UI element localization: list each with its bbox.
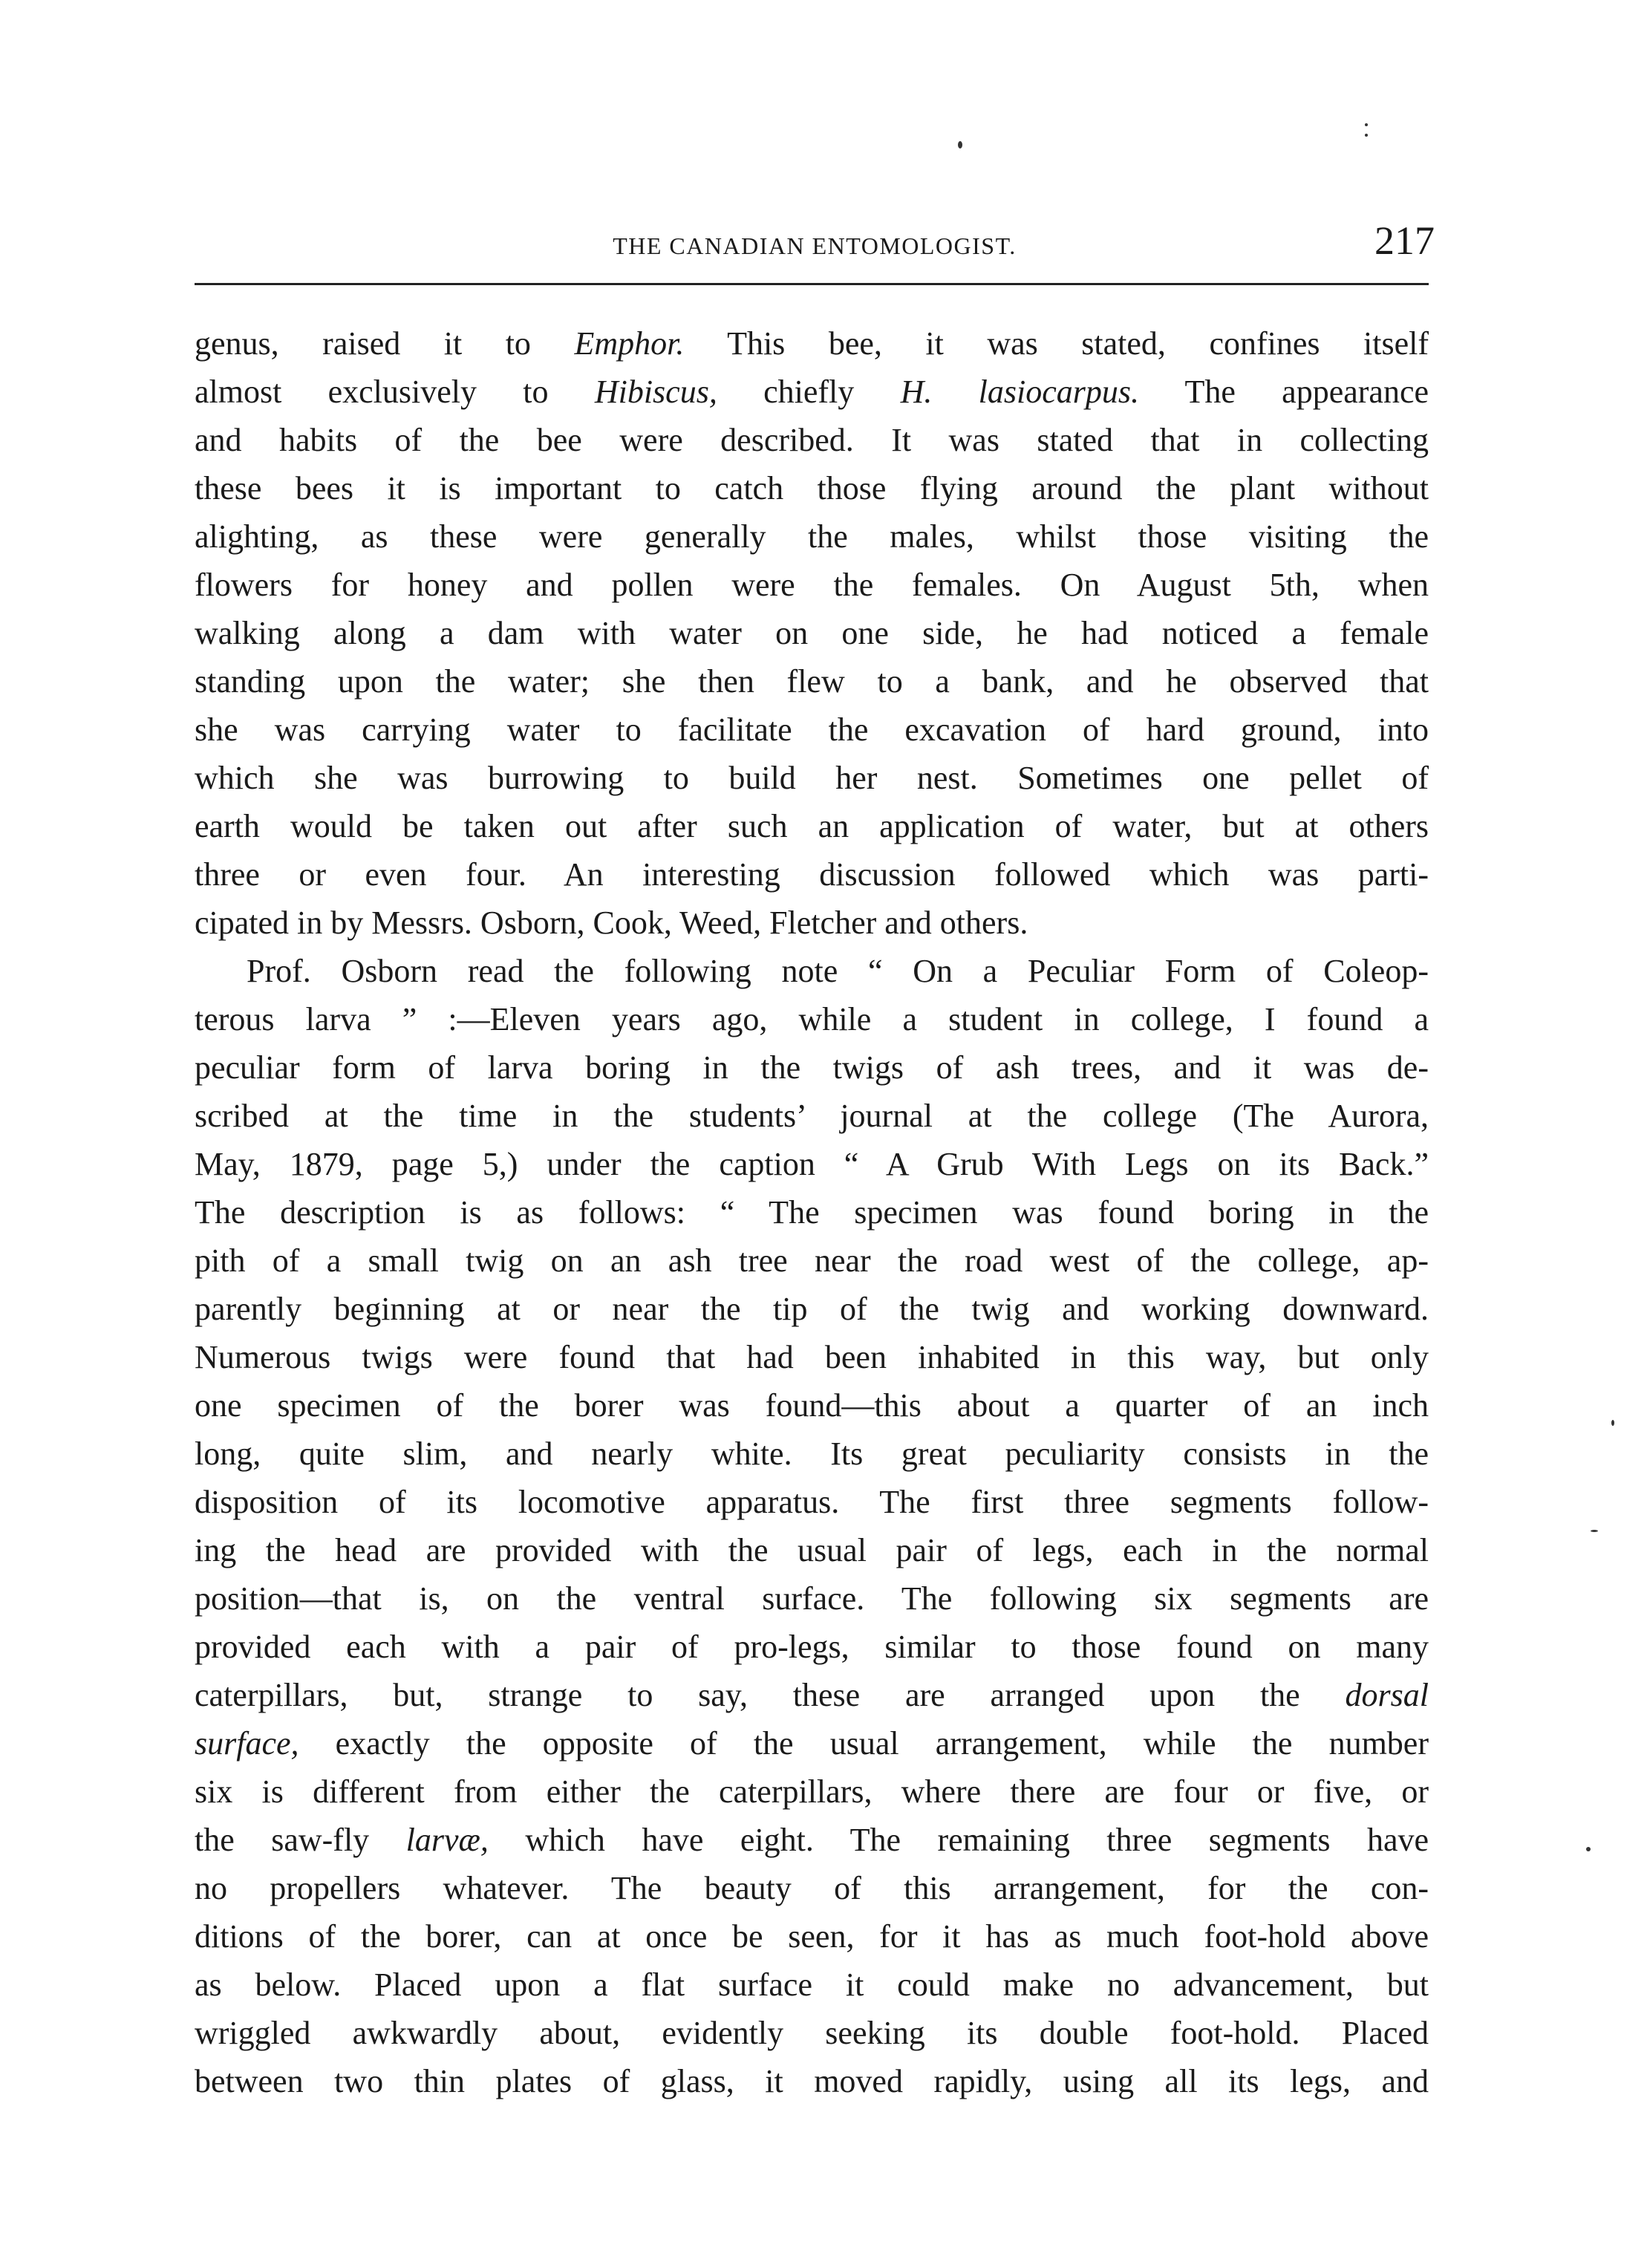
text-line: The description is as follows: “ The specimen was found boring in the [195, 1194, 1429, 1231]
page-header [195, 212, 1435, 271]
text-line: which she was burrowing to build her nest. Sometimes one pellet of [195, 760, 1429, 796]
text-line: one specimen of the borer was found—this about a quarter of an inch [195, 1387, 1429, 1424]
text-line: terous larva ” :—Eleven years ago, while a student in college, I found a [195, 1001, 1429, 1037]
text-line: provided each with a pair of pro-legs, similar to those found on many [195, 1629, 1429, 1665]
text-line: almost exclusively to Hibiscus, chiefly H. lasiocarpus. The appearance [195, 374, 1429, 410]
text-line: ditions of the borer, can at once be seen, for it has as much foot-hold above [195, 1918, 1429, 1955]
text-line: surface, exactly the opposite of the usual arrangement, while the number [195, 1725, 1429, 1762]
text-line: ing the head are provided with the usual pair of legs, each in the normal [195, 1532, 1429, 1568]
text-line: peculiar form of larva boring in the twigs of ash trees, and it was de- [195, 1049, 1429, 1086]
text-line: flowers for honey and pollen were the females. On August 5th, when [195, 567, 1429, 603]
text-line: genus, raised it to Emphor. This bee, it was stated, confines itself [195, 325, 1429, 362]
text-line: the saw-fly larvæ, which have eight. The remaining three segments have [195, 1822, 1429, 1858]
paragraph-end-line: cipated in by Messrs. Osborn, Cook, Weed, Fletcher and others. [195, 905, 1028, 941]
text-line: position—that is, on the ventral surface. The following six segments are [195, 1580, 1429, 1617]
text-line: disposition of its locomotive apparatus. The first three segments follow- [195, 1484, 1429, 1520]
ink-speck [1586, 1847, 1591, 1851]
text-line: alighting, as these were generally the males, whilst those visiting the [195, 518, 1429, 555]
text-line: she was carrying water to facilitate the excavation of hard ground, into [195, 711, 1429, 748]
text-line: three or even four. An interesting discussion followed which was parti- [195, 856, 1429, 893]
ink-speck [1365, 134, 1368, 137]
ink-speck [1365, 123, 1368, 126]
paragraph-start-line: Prof. Osborn read the following note “ On a Peculiar Form of Coleop- [247, 953, 1429, 989]
ink-speck [958, 141, 962, 149]
text-line: scribed at the time in the students’ journal at the college (The Aurora, [195, 1098, 1429, 1134]
body-text [195, 319, 1429, 2105]
header-rule [195, 283, 1429, 285]
text-line: six is different from either the caterpillars, where there are four or five, or [195, 1773, 1429, 1810]
ink-speck [1591, 1530, 1598, 1532]
text-line: pith of a small twig on an ash tree near the road west of the college, ap- [195, 1242, 1429, 1279]
running-title: THE CANADIAN ENTOMOLOGIST. [613, 232, 1017, 259]
text-line: Numerous twigs were found that had been inhabited in this way, but only [195, 1339, 1429, 1375]
text-line: caterpillars, but, strange to say, these are arranged upon the dorsal [195, 1677, 1429, 1713]
text-line: no propellers whatever. The beauty of this arrangement, for the con- [195, 1870, 1429, 1906]
text-line: as below. Placed upon a flat surface it could make no advancement, but [195, 1966, 1429, 2003]
text-line: these bees it is important to catch those flying around the plant without [195, 470, 1429, 506]
text-line: walking along a dam with water on one side, he had noticed a female [195, 615, 1429, 651]
text-line: between two thin plates of glass, it moved rapidly, using all its legs, and [195, 2063, 1429, 2099]
ink-speck [1611, 1420, 1614, 1426]
text-line: earth would be taken out after such an application of water, but at others [195, 808, 1429, 844]
text-line: wriggled awkwardly about, evidently seeking its double foot-hold. Placed [195, 2015, 1429, 2051]
text-line: standing upon the water; she then flew to a bank, and he observed that [195, 663, 1429, 700]
text-line: long, quite slim, and nearly white. Its great peculiarity consists in the [195, 1436, 1429, 1472]
text-line: May, 1879, page 5,) under the caption “ A Grub With Legs on its Back.” [195, 1146, 1429, 1182]
page-number: 217 [1374, 218, 1435, 263]
text-line: and habits of the bee were described. It was stated that in collecting [195, 422, 1429, 458]
text-line: parently beginning at or near the tip of the twig and working downward. [195, 1291, 1429, 1327]
